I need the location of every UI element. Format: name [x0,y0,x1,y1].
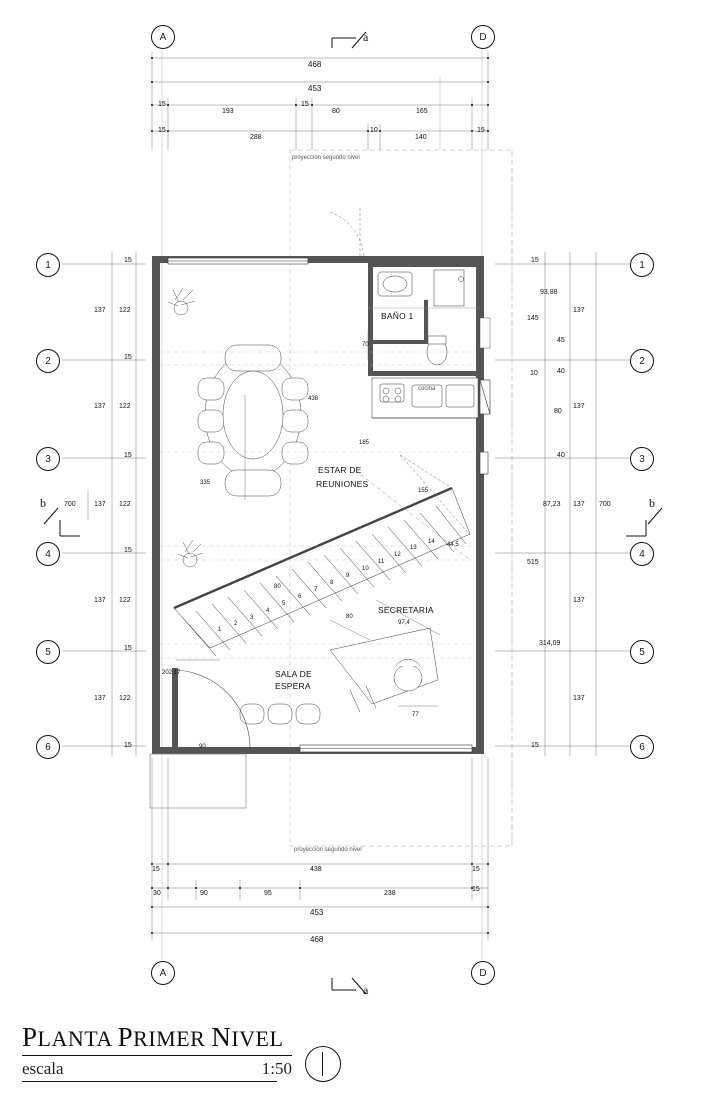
grid-bubble-3-left [36,447,60,471]
projection-label-bottom: proyección segundo nivel [294,847,362,853]
dimension-text: 87,23 [543,501,561,508]
dimension-text: 97,4 [398,620,410,626]
grid-bubble-a-top [151,25,175,49]
dimension-text: 122 [119,695,131,702]
dimension-text: 15 [531,742,539,749]
north-arrow-icon [305,1046,341,1082]
grid-bubble-5-left [36,640,60,664]
dimension-text: 80 [332,108,340,115]
dimension-text: 15 [158,127,166,134]
dimension-text: 10 [530,370,538,377]
dimension-text: 15 [472,866,480,873]
title-block [22,1022,292,1082]
dimension-text: 288 [250,134,262,141]
dimension-text: 45 [557,337,565,344]
appliance-label-cocina: cocina [418,386,436,392]
grid-bubble-2-right [630,349,654,373]
stair-step-number: 1 [218,627,222,633]
room-label-estar-2: REUNIONES [316,479,369,489]
dimension-text: 137 [94,403,106,410]
dimension-text: 515 [527,559,539,566]
stair-step-number: 12 [394,552,401,558]
grid-label: 4 [45,548,51,560]
dimension-text: 122 [119,501,131,508]
dimension-text: 10 [370,127,378,134]
dimension-text: 40 [557,452,565,459]
dimension-text: 137 [94,501,106,508]
grid-bubble-6-left [36,735,60,759]
scale-label: escala [22,1059,64,1078]
title-underline-2 [22,1081,277,1082]
dimension-text: 137 [94,597,106,604]
dimension-text: 15 [472,886,480,893]
dimension-text: 93,88 [540,289,558,296]
dimension-text: 15 [477,127,485,134]
grid-bubble-1-right [630,253,654,277]
room-label-estar-1: ESTAR DE [318,465,362,475]
dimension-text: 44,5 [447,542,459,548]
dimension-text: 137 [573,501,585,508]
dimension-text: 77 [412,712,419,718]
section-mark-a-top: a [363,30,369,44]
dimension-text: 700 [64,501,76,508]
grid-label: 4 [639,548,645,560]
dimension-text: 15 [124,452,132,459]
stair-step-number: 13 [410,545,417,551]
stair-step-number: 14 [428,539,435,545]
room-label-sala-1: SALA DE [275,669,312,679]
dimension-text: 15 [124,257,132,264]
stair-step-number: 9 [346,573,350,579]
dimension-text: 137 [573,307,585,314]
grid-bubble-d-bottom [471,961,495,985]
dimension-text: 15 [124,645,132,652]
dimension-text: 453 [310,908,324,917]
projection-label-top: proyección segundo nivel [292,155,360,161]
grid-bubble-3-right [630,447,654,471]
dimension-text: 438 [308,396,319,402]
dimension-text: 453 [308,84,322,93]
dimension-text: 137 [94,695,106,702]
dimension-text: 438 [310,866,322,873]
dimension-text: 70 [362,342,369,348]
section-mark-b-right: b [649,496,655,510]
grid-label: D [479,967,487,979]
dimension-text: 122 [119,307,131,314]
stair-step-number: 4 [266,608,270,614]
dimension-text: 90 [200,890,208,897]
grid-label: A [159,31,167,43]
dimension-text: 700 [599,501,611,508]
grid-label: D [479,31,487,43]
dimension-text: 30 [153,890,161,897]
dimension-text: 137 [94,307,106,314]
room-label-sala-2: ESPERA [275,681,311,691]
dimension-text: 80 [554,408,562,415]
dimension-text: 202,17 [162,670,181,676]
dimension-text: 80 [274,584,281,590]
grid-label: 1 [639,259,645,271]
dimension-text: 15 [531,257,539,264]
dimension-text: 15 [158,101,166,108]
grid-label: 6 [45,741,51,753]
grid-bubble-5-right [630,640,654,664]
grid-label: A [159,967,167,979]
grid-bubble-d-top [471,25,495,49]
grid-bubble-4-right [630,542,654,566]
dimension-text: 314,09 [539,640,561,647]
dimension-text: 40 [557,368,565,375]
dimension-text: 468 [308,60,322,69]
stair-step-number: 2 [234,621,238,627]
grid-bubble-6-right [630,735,654,759]
scale-value: 1:50 [261,1059,292,1078]
grid-label: 2 [639,355,645,367]
dimension-text: 15 [152,866,160,873]
dimension-text: 137 [573,403,585,410]
dimension-text: 140 [415,134,427,141]
stair-step-number: 8 [330,580,334,586]
grid-label: 3 [45,453,51,465]
section-mark-a-bottom: a [363,983,369,997]
drawing-title: PLANTA PRIMER NIVEL [22,1022,284,1052]
dimension-text: 137 [573,597,585,604]
dimension-text: 15 [124,547,132,554]
dimension-text: 90 [199,744,206,750]
grid-label: 1 [45,259,51,271]
grid-bubble-a-bottom [151,961,175,985]
dimension-text: 80 [346,614,353,620]
dimension-text: 137 [573,695,585,702]
grid-bubble-2-left [36,349,60,373]
room-label-secretaria: SECRETARIA [378,605,434,615]
dimension-text: 193 [222,108,234,115]
dimension-text: 15 [124,354,132,361]
dimension-text: 95 [264,890,272,897]
dimension-text: 185 [359,440,370,446]
dimension-text: 468 [310,935,324,944]
room-label-bano-1: BAÑO 1 [381,311,414,321]
grid-label: 3 [639,453,645,465]
grid-bubble-4-left [36,542,60,566]
dimension-text: 335 [200,480,211,486]
dimension-text: 122 [119,403,131,410]
stair-step-number: 3 [250,615,254,621]
grid-bubble-1-left [36,253,60,277]
stair-step-number: 11 [378,559,385,565]
dimension-text: 15 [124,742,132,749]
dimension-text: 238 [384,890,396,897]
dimension-text: 122 [119,597,131,604]
grid-label: 5 [45,646,51,658]
dimension-text: 15 [301,101,309,108]
stair-step-number: 6 [298,594,302,600]
stair-step-number: 5 [282,601,286,607]
stair-step-number: 7 [314,587,318,593]
grid-label: 2 [45,355,51,367]
stair-step-number: 10 [362,566,369,572]
grid-label: 5 [639,646,645,658]
section-mark-b-left: b [40,496,46,510]
dimension-text: 145 [527,315,539,322]
grid-label: 6 [639,741,645,753]
dimension-text: 155 [418,488,429,494]
dimension-text: 165 [416,108,428,115]
